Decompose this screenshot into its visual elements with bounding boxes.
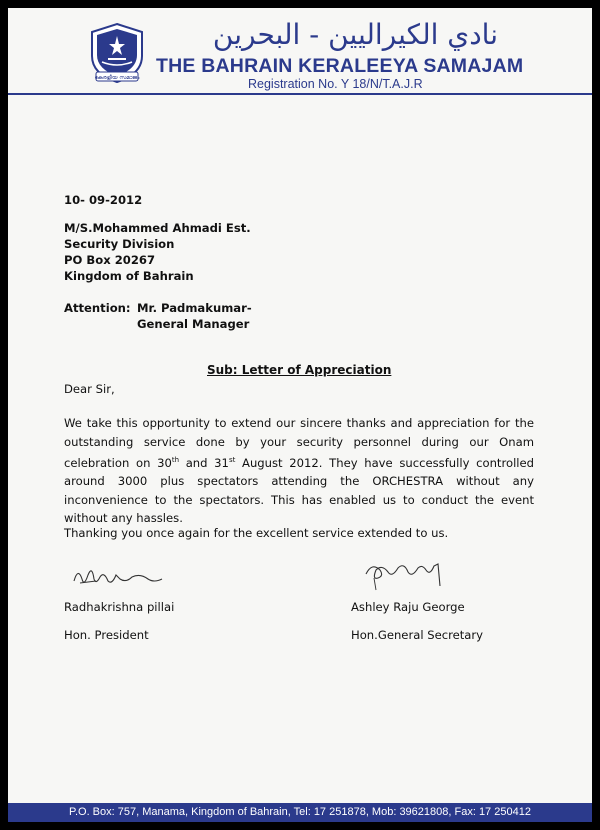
secretary-signature xyxy=(358,556,458,592)
logo-ribbon-text: കേരളീയ സമാജം xyxy=(94,75,140,81)
recipient-line-1: M/S.Mohammed Ahmadi Est. xyxy=(64,221,251,235)
recipient-line-2: Security Division xyxy=(64,237,175,251)
attention-title: General Manager xyxy=(137,317,250,331)
president-title: Hon. President xyxy=(64,628,149,642)
body-sup-1: th xyxy=(171,456,180,464)
letter-subject: Sub: Letter of Appreciation xyxy=(207,363,392,377)
closing-line: Thanking you once again for the excellent service extended to us. xyxy=(64,526,449,540)
recipient-line-3: PO Box 20267 xyxy=(64,253,156,267)
president-name: Radhakrishna pillai xyxy=(64,600,175,614)
secretary-name: Ashley Raju George xyxy=(351,600,465,614)
samajam-logo xyxy=(88,22,146,86)
arabic-org-name: نادي الكيراليين - البحرين xyxy=(212,18,498,51)
body-sup-2: st xyxy=(228,456,236,464)
secretary-title: Hon.General Secretary xyxy=(351,628,484,642)
letter-body xyxy=(64,414,534,528)
attention-name: Mr. Padmakumar- xyxy=(137,301,252,315)
org-name: THE BAHRAIN KERALEEYA SAMAJAM xyxy=(156,55,524,77)
body-part-1: We take this opportunity to extend our sincere thanks and appreciation for the outstanding service done by your security personnel during our Onam celebration on 30 xyxy=(64,416,534,470)
registration-number: Registration No. Y 18/N/T.A.J.R xyxy=(248,77,423,91)
recipient-line-4: Kingdom of Bahrain xyxy=(64,269,194,283)
letter-date: 10- 09-2012 xyxy=(64,193,143,207)
president-signature xyxy=(70,561,170,591)
body-part-2: and 31 xyxy=(179,455,229,470)
salutation: Dear Sir, xyxy=(64,382,115,396)
footer-contact: P.O. Box: 757, Manama, Kingdom of Bahrain, Tel: 17 251878, Mob: 39621808, Fax: 17 250412 xyxy=(8,803,592,822)
letter-page xyxy=(8,8,592,822)
body-part-3: August 2012. They have successfully controlled around 3000 plus spectators attending the ORCHESTRA without any inconvenience to the spectators. This has enabled us to conduct the event without any hassles. xyxy=(64,455,535,526)
header-divider xyxy=(8,93,592,95)
attention-label: Attention: xyxy=(64,301,131,315)
